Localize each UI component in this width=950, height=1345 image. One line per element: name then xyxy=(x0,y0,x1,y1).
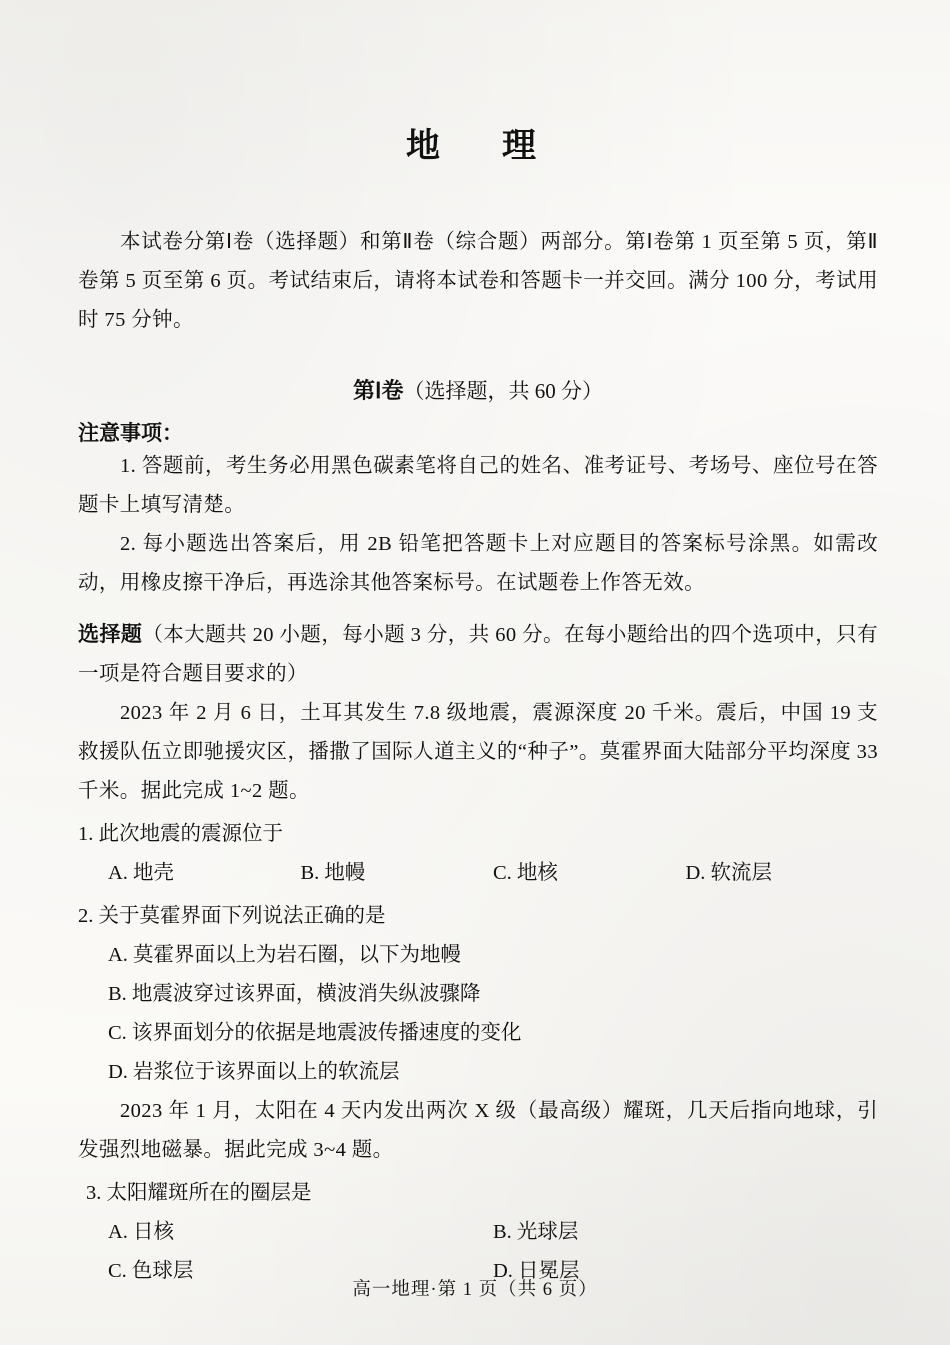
page-title: 地 理 xyxy=(406,126,550,166)
question-2-option-c[interactable]: C. 该界面划分的依据是地震波传播速度的变化 xyxy=(108,1022,522,1044)
question-3-option-d[interactable]: D. 日冕层 xyxy=(493,1260,580,1282)
question-1-options xyxy=(78,854,878,893)
question-2-stem: 2. 关于莫霍界面下列说法正确的是 xyxy=(78,905,386,927)
section-heading xyxy=(78,374,878,405)
material-paragraph-2: 2023 年 1 月，太阳在 4 天内发出两次 X 级（最高级）耀斑，几天后指向地球，引发强烈地磁暴。据此完成 3~4 题。 xyxy=(78,1100,878,1161)
question-1-option-c[interactable]: C. 地核 xyxy=(493,862,558,884)
notice-item-2: 2. 每小题选出答案后，用 2B 铅笔把答题卡上对应题目的答案标号涂黑。如需改动，用橡皮擦干净后，再选涂其他答案标号。在试题卷上作答无效。 xyxy=(78,533,878,594)
question-1-stem: 1. 此次地震的震源位于 xyxy=(78,823,283,845)
question-3-stem: 3. 太阳耀斑所在的圈层是 xyxy=(86,1182,312,1204)
question-2-option-d[interactable]: D. 岩浆位于该界面以上的软流层 xyxy=(108,1061,400,1083)
notice-item-1: 1. 答题前，考生务必用黑色碳素笔将自己的姓名、准考证号、考场号、座位号在答题卡上填写清楚。 xyxy=(78,455,878,516)
question-3-option-c[interactable]: C. 色球层 xyxy=(108,1260,194,1282)
question-1-option-d[interactable]: D. 软流层 xyxy=(685,862,773,884)
choice-section-heading-label: 选择题 xyxy=(78,622,143,646)
question-2-option-a[interactable]: A. 莫霍界面以上为岩石圈，以下为地幔 xyxy=(108,944,462,966)
choice-section-heading-rest: （本大题共 20 小题，每小题 3 分，共 60 分。在每小题给出的四个选项中，只有一项是符合题目要求的） xyxy=(78,624,878,685)
question-1-option-a[interactable]: A. 地壳 xyxy=(108,862,175,884)
question-3-option-a[interactable]: A. 日核 xyxy=(108,1221,175,1243)
question-2-option-b[interactable]: B. 地震波穿过该界面，横波消失纵波骤降 xyxy=(108,983,481,1005)
section-heading-prefix: 第Ⅰ卷 xyxy=(353,378,404,403)
notice-heading: 注意事项： xyxy=(78,421,183,445)
question-3-options-row-1 xyxy=(78,1213,878,1252)
section-heading-suffix: （选择题，共 60 分） xyxy=(403,379,603,403)
exam-instructions-paragraph: 本试卷分第Ⅰ卷（选择题）和第Ⅱ卷（综合题）两部分。第Ⅰ卷第 1 页至第 5 页，第Ⅱ卷第 5 页至第 6 页。考试结束后，请将本试卷和答题卡一并交回。满分 100 分，考试用时 75 分钟。 xyxy=(78,231,878,331)
page-footer: 高一地理·第 1 页（共 6 页） xyxy=(352,1280,598,1300)
question-1-option-b[interactable]: B. 地幔 xyxy=(300,862,366,884)
document-content xyxy=(78,0,878,1345)
choice-section-heading xyxy=(78,615,878,694)
question-3-option-b[interactable]: B. 光球层 xyxy=(493,1221,579,1243)
material-paragraph-1: 2023 年 2 月 6 日，土耳其发生 7.8 级地震，震源深度 20 千米。震后，中国 19 支救援队伍立即驰援灾区，播撒了国际人道主义的“种子”。莫霍界面大陆部分平均深度 33 千米。据此完成 1~2 题。 xyxy=(78,702,878,802)
